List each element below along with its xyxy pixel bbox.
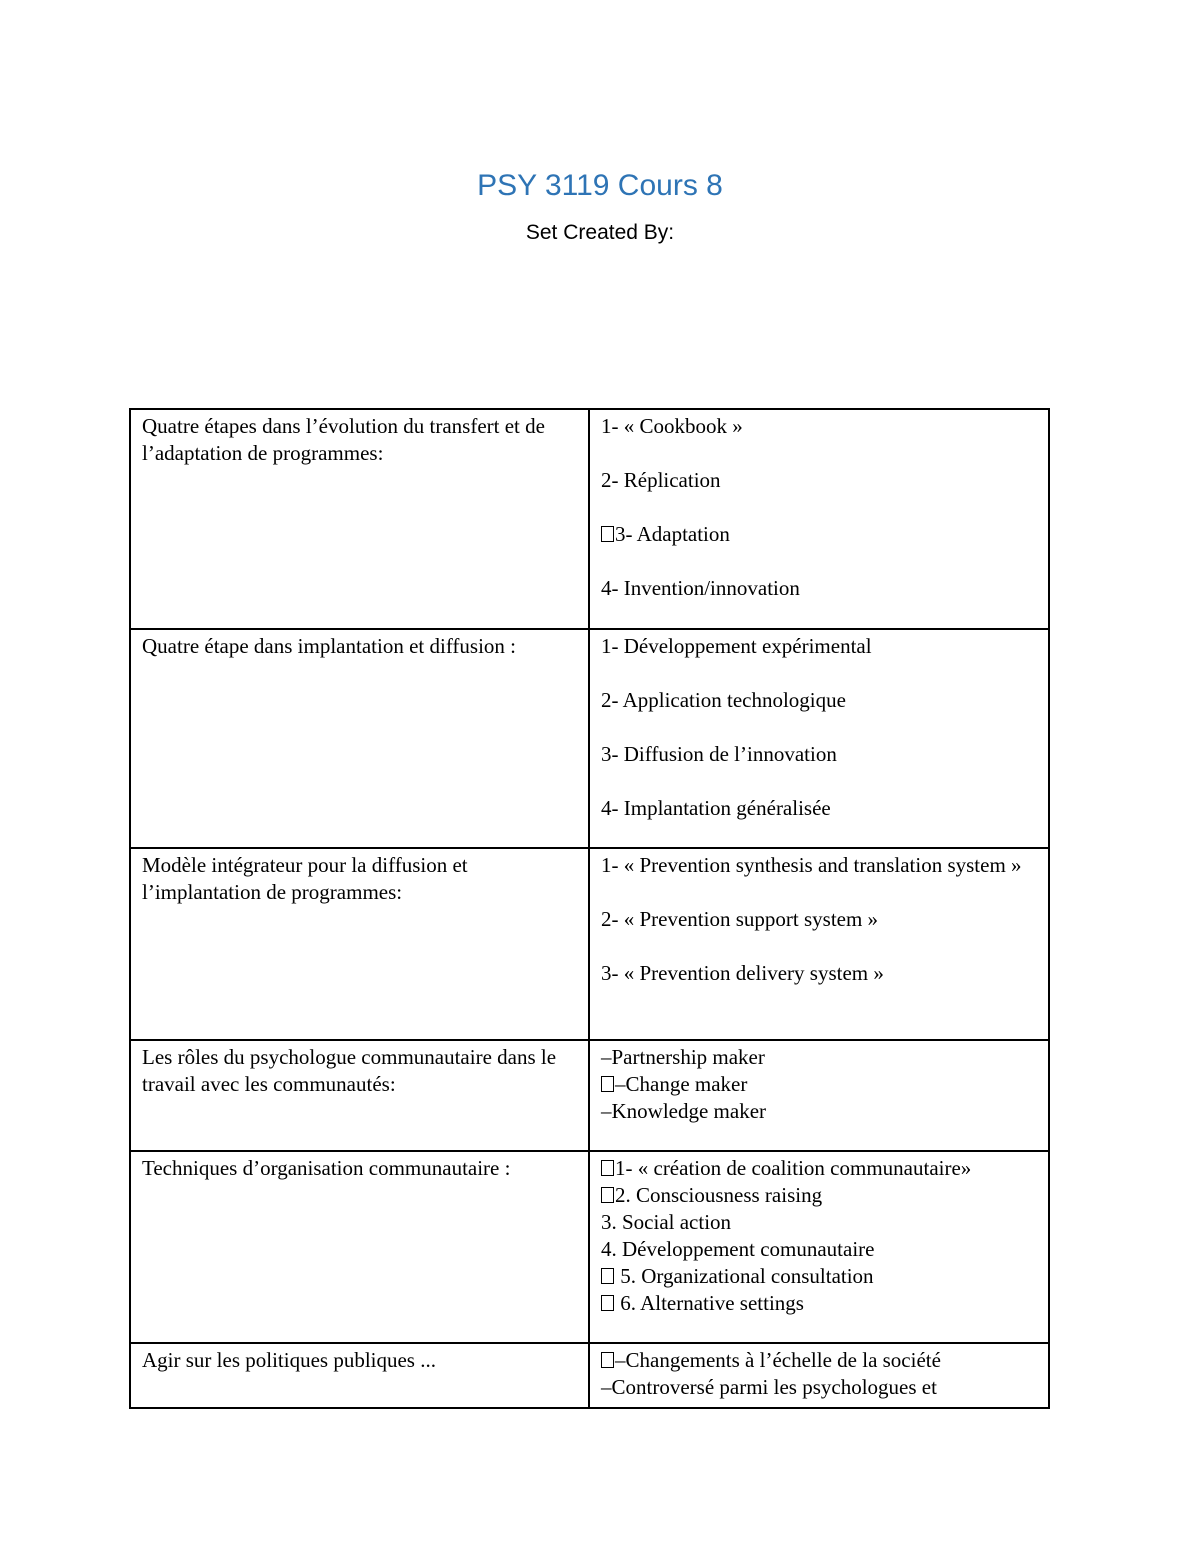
missing-glyph-box-icon bbox=[601, 1352, 614, 1368]
flashcard-definition bbox=[589, 1040, 1049, 1151]
flashcard-definition bbox=[589, 1343, 1049, 1408]
flashcard-row bbox=[130, 629, 1049, 848]
definition-text: 2- Application technologique bbox=[601, 688, 846, 712]
line-gap bbox=[601, 440, 1038, 467]
definition-text: 4. Développement comunautaire bbox=[601, 1237, 875, 1261]
definition-line bbox=[601, 1290, 1038, 1317]
definition-text: 2- Réplication bbox=[601, 468, 721, 492]
line-gap bbox=[601, 768, 1038, 795]
definition-line bbox=[601, 1263, 1038, 1290]
definition-text: –Controversé parmi les psychologues et bbox=[601, 1375, 937, 1399]
definition-text: 3- Adaptation bbox=[615, 522, 730, 546]
definition-text: –Knowledge maker bbox=[601, 1099, 767, 1123]
flashcard-term: Les rôles du psychologue communautaire dans le travail avec les communautés: bbox=[130, 1040, 589, 1151]
flashcard-definition bbox=[589, 848, 1049, 1040]
definition-text: 4- Invention/innovation bbox=[601, 576, 800, 600]
line-gap bbox=[601, 660, 1038, 687]
line-gap bbox=[601, 494, 1038, 521]
definition-text: –Partnership maker bbox=[601, 1045, 765, 1069]
definition-text: 1- « Prevention synthesis and translation system » bbox=[601, 853, 1022, 877]
flashcard-row bbox=[130, 848, 1049, 1040]
flashcard-table bbox=[129, 408, 1050, 1409]
definition-text: 1- Développement expérimental bbox=[601, 634, 872, 658]
flashcard-definition bbox=[589, 409, 1049, 629]
page-title: PSY 3119 Cours 8 bbox=[477, 169, 723, 202]
flashcard-term: Modèle intégrateur pour la diffusion et l’implantation de programmes: bbox=[130, 848, 589, 1040]
line-gap bbox=[601, 548, 1038, 575]
definition-line bbox=[601, 1071, 1038, 1098]
flashcard-row bbox=[130, 1151, 1049, 1343]
flashcard-row bbox=[130, 409, 1049, 629]
set-created-by: Set Created By: bbox=[525, 221, 675, 244]
definition-line bbox=[601, 467, 1038, 494]
missing-glyph-box-icon bbox=[601, 1160, 614, 1176]
definition-line bbox=[601, 1374, 1038, 1401]
definition-text: –Changements à l’échelle de la société bbox=[615, 1348, 941, 1372]
definition-text: 3- Diffusion de l’innovation bbox=[601, 742, 837, 766]
definition-line bbox=[601, 521, 1038, 548]
definition-line bbox=[601, 413, 1038, 440]
definition-line bbox=[601, 1098, 1038, 1125]
line-gap bbox=[601, 714, 1038, 741]
missing-glyph-box-icon bbox=[601, 1187, 614, 1203]
definition-text: 1- « Cookbook » bbox=[601, 414, 743, 438]
missing-glyph-box-icon bbox=[601, 1076, 614, 1092]
definition-line bbox=[601, 1182, 1038, 1209]
line-gap bbox=[601, 933, 1038, 960]
missing-glyph-box-icon bbox=[601, 1295, 614, 1311]
definition-text: 3- « Prevention delivery system » bbox=[601, 961, 884, 985]
definition-line bbox=[601, 687, 1038, 714]
flashcard-row bbox=[130, 1343, 1049, 1408]
flashcard-term: Techniques d’organisation communautaire : bbox=[130, 1151, 589, 1343]
definition-text: 4- Implantation généralisée bbox=[601, 796, 831, 820]
flashcard-definition bbox=[589, 1151, 1049, 1343]
definition-text: 2. Consciousness raising bbox=[615, 1183, 823, 1207]
definition-text: 1- « création de coalition communautaire» bbox=[615, 1156, 972, 1180]
flashcard-row bbox=[130, 1040, 1049, 1151]
flashcard-term: Quatre étapes dans l’évolution du transfert et de l’adaptation de programmes: bbox=[130, 409, 589, 629]
definition-line bbox=[601, 741, 1038, 768]
definition-line bbox=[601, 795, 1038, 822]
definition-line bbox=[601, 1209, 1038, 1236]
definition-line bbox=[601, 1236, 1038, 1263]
definition-text: 3. Social action bbox=[601, 1210, 732, 1234]
definition-line bbox=[601, 1155, 1038, 1182]
missing-glyph-box-icon bbox=[601, 1268, 614, 1284]
flashcard-term: Agir sur les politiques publiques ... bbox=[130, 1343, 589, 1408]
definition-line bbox=[601, 906, 1038, 933]
definition-line bbox=[601, 960, 1038, 987]
definition-line bbox=[601, 1347, 1038, 1374]
flashcard-term: Quatre étape dans implantation et diffusion : bbox=[130, 629, 589, 848]
line-gap bbox=[601, 879, 1038, 906]
definition-text: –Change maker bbox=[615, 1072, 748, 1096]
definition-text: 6. Alternative settings bbox=[615, 1291, 804, 1315]
definition-line bbox=[601, 852, 1038, 879]
definition-text: 2- « Prevention support system » bbox=[601, 907, 879, 931]
definition-line bbox=[601, 1044, 1038, 1071]
flashcard-definition bbox=[589, 629, 1049, 848]
definition-line bbox=[601, 633, 1038, 660]
missing-glyph-box-icon bbox=[601, 526, 614, 542]
definition-text: 5. Organizational consultation bbox=[615, 1264, 874, 1288]
definition-line bbox=[601, 575, 1038, 602]
